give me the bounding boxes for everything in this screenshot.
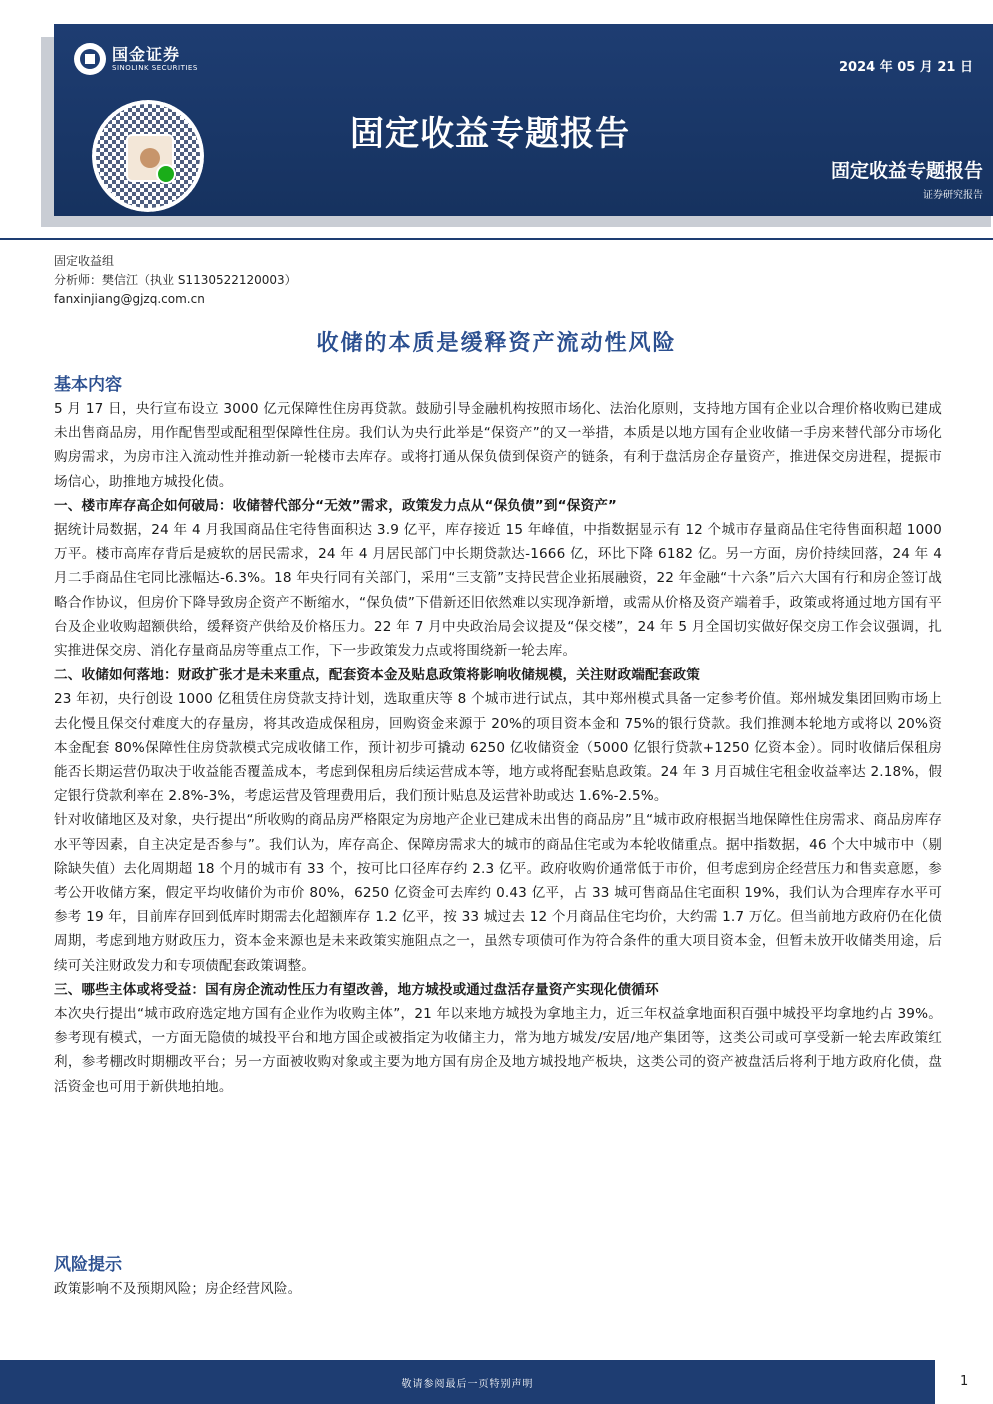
footer-disclaimer: 敬请参阅最后一页特别声明: [401, 1378, 534, 1390]
section-3-paragraph: 本次央行提出“城市政府选定地方国有企业作为收购主体”，21 年以来地方城投为拿地主力，近三年权益拿地面积百强中城投平均拿地约占 39%。参考现有模式，一方面无隐债的城投平台和地方国企或被指定为收储主力，常为地方城发/安居/地产集团等，这类公司或可享受新一轮去库政策红利，参考棚改时期棚改平台；另一方面被收购对象或主要为地方国有房企及地方城投地产板块，这类公司的资产被盘活后将利于地方政府化债，盘活资金也可用于新供地拍地。: [54, 1006, 942, 1095]
sinolink-logo-icon: [74, 43, 106, 75]
header-divider: [0, 238, 993, 240]
qr-code-icon: [92, 100, 204, 212]
logo-en: SINOLINK SECURITIES: [112, 63, 198, 72]
report-body: [54, 397, 942, 1099]
analyst-name: 分析师：樊信江（执业 S1130522120003）: [54, 273, 297, 287]
risk-body: [54, 1277, 942, 1301]
section-1-paragraph: 据统计局数据，24 年 4 月我国商品住宅待售面积达 3.9 亿平，库存接近 15 年峰值，中指数据显示有 12 个城市存量商品住宅待售面积超 1000 万平。楼市高库存背后是疲软的居民需求，24 年 4 月居民部门中长期贷款达-1666 亿，环比下降 6182 亿。另一方面，房价持续回落，24 年 4 月二手商品住宅同比涨幅达-6.3%。18 年央行同有关部门，采用“三支箭”支持民营企业拓展融资，22 年金融“十六条”后六大国有行和房企签订战略合作协议，但房价下降导致房企资产不断缩水，“保负债”下借新还旧依然难以实现净新增，或需从价格及资产端着手，政策或将通过地方国有平台及企业收购超额供给，缓释资产供给及价格压力。22 年 7 月中央政治局会议提及“保交楼”，24 年 5 月全国切实做好保交房工作会议强调，扎实推进保交房、消化存量商品房等重点工作，下一步政策发力点或将围绕新一轮去库。: [54, 522, 942, 660]
section-heading-basic: 基本内容: [54, 375, 122, 395]
section-2-heading: 二、收储如何落地：财政扩张才是未来重点，配套资本金及贴息政策将影响收储规模，关注财政端配套政策: [54, 667, 700, 684]
banner-subtitle: 固定收益专题报告: [830, 160, 983, 182]
header-banner: [54, 24, 993, 216]
intro-paragraph: 5 月 17 日，央行宣布设立 3000 亿元保障性住房再贷款。鼓励引导金融机构按照市场化、法治化原则，支持地方国有企业以合理价格收购已建成未出售商品房，用作配售型或配租型保障性住房。我们认为央行此举是“保资产”的又一举措，本质是以地方国有企业收储一手房来替代部分市场化购房需求，为房市注入流动性并推动新一轮楼市去库存。或将打通从保负债到保资产的链条，有利于盘活房企存量资产，推进保交房进程，提振市场信心，助推地方城投化债。: [54, 401, 942, 490]
wechat-badge-icon: [156, 164, 176, 184]
page-number: 1: [960, 1374, 969, 1389]
report-date: 2024 年 05 月 21 日: [839, 60, 973, 75]
risk-paragraph: 政策影响不及预期风险；房企经营风险。: [54, 1281, 302, 1297]
section-3-heading: 三、哪些主体或将受益：国有房企流动性压力有望改善，地方城投或通过盘活存量资产实现化债循环: [54, 981, 659, 998]
analyst-email: fanxinjiang@gjzq.com.cn: [54, 292, 205, 306]
section-1-heading: 一、楼市库存高企如何破局：收储替代部分“无效”需求，政策发力点从“保负债”到“保资产”: [54, 497, 618, 514]
footer-disclaimer-bar: [0, 1360, 935, 1404]
section-2-paragraph-2: 针对收储地区及对象，央行提出“所收购的商品房严格限定为房地产企业已建成未出售的商品房”且“城市政府根据当地保障性住房需求、商品房库存水平等因素，自主决定是否参与”。我们认为，库存高企、保障房需求大的城市的商品住宅或为本轮收储重点。据中指数据，46 个大中城市中（剔除缺失值）去化周期超 18 个月的城市有 33 个，按可比口径库存约 2.3 亿平。政府收购价通常低于市价，但考虑到房企经营压力和售卖意愿，参考公开收储方案，假定平均收储价为市价 80%，6250 亿资金可去库约 0.43 亿平，占 33 城可售商品住宅面积 19%，我们认为合理库存水平可参考 19 年，目前库存回到低库时期需去化超额库存 1.2 亿平，按 33 城过去 12 个月商品住宅均价，大约需 1.7 万亿。但当前地方政府仍在化债周期，考虑到地方财政压力，资本金来源也是未来政策实施阻点之一，虽然专项债可作为符合条件的重大项目资本金，但暂未放开收储类用途，后续可关注财政发力和专项债配套政策调整。: [54, 812, 942, 974]
section-2-paragraph-1: 23 年初，央行创设 1000 亿租赁住房贷款支持计划，选取重庆等 8 个城市进行试点，其中郑州模式具备一定参考价值。郑州城发集团回购市场上去化慢且保交付难度大的存量房，将其改造成保租房，回购资金来源于 20%的项目资本金和 75%的银行贷款。我们推测本轮地方或将以 20%资本金配套 80%保障性住房贷款模式完成收储工作，预计初步可撬动 6250 亿收储资金（5000 亿银行贷款+1250 亿资本金）。同时收储后保租房能否长期运营仍取决于收益能否覆盖成本，考虑到保租房后续运营成本等，地方或将配套贴息政策。24 年 3 月百城住宅租金收益率达 2.18%，假定银行贷款利率在 2.8%-3%，考虑运营及管理费用后，我们预计贴息及运营补助或达 1.6%-2.5%。: [54, 691, 942, 805]
research-group: 固定收益组: [54, 254, 115, 268]
banner-title: 固定收益专题报告: [350, 114, 630, 154]
brand-logo: [74, 41, 198, 77]
section-heading-risk: 风险提示: [54, 1255, 122, 1275]
author-block: [54, 252, 297, 309]
banner-report-type: 证券研究报告: [923, 190, 983, 201]
document-title: 收储的本质是缓释资产流动性风险: [316, 330, 677, 356]
logo-cn: 国金证券: [112, 44, 181, 64]
